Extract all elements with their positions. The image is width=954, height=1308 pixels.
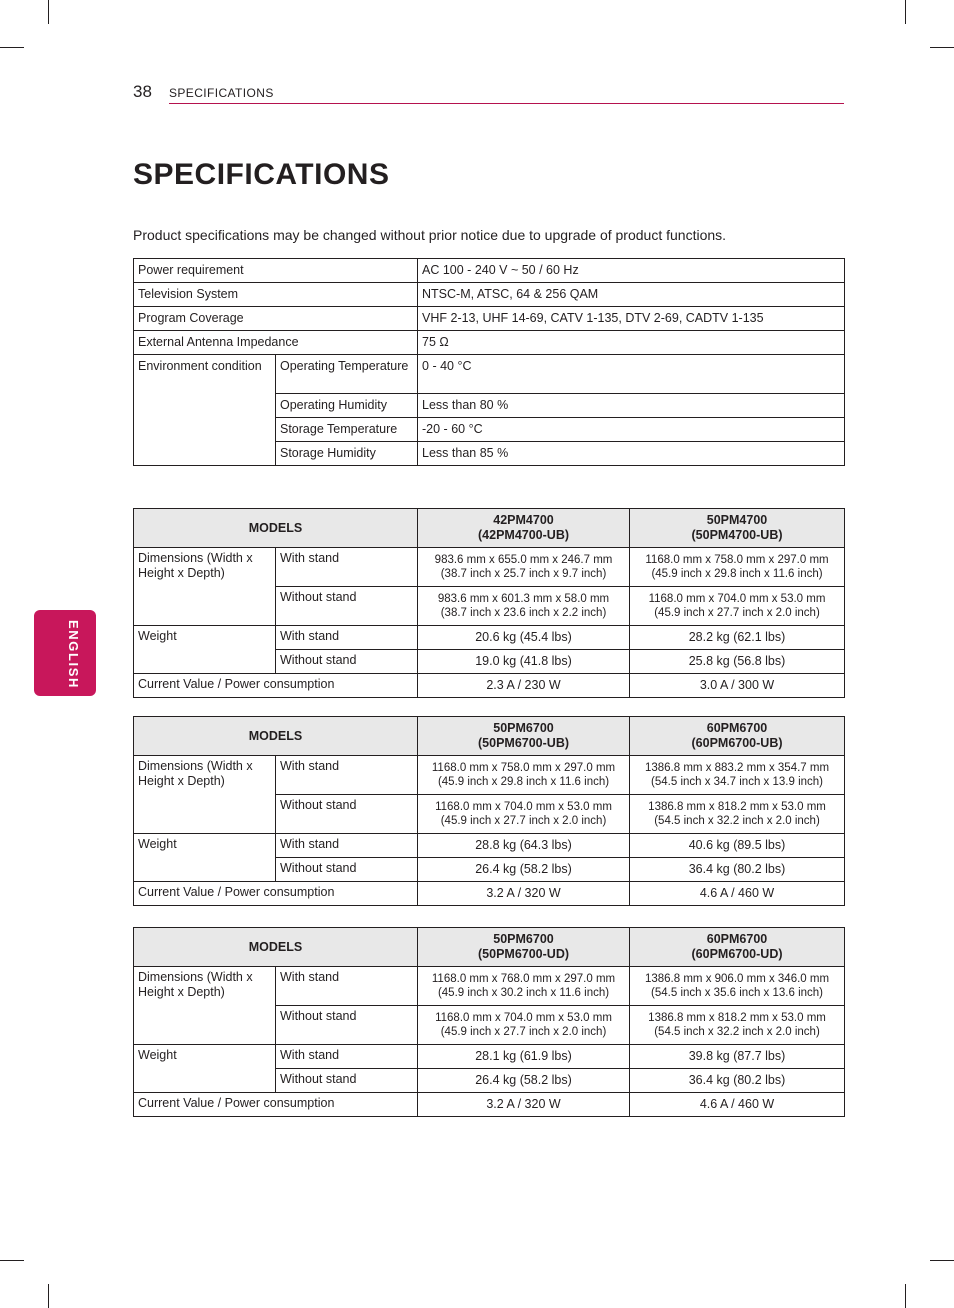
spec-label: Television System (134, 283, 418, 307)
spec-label: Power requirement (134, 259, 418, 283)
crop-mark (905, 1284, 906, 1308)
dimension-mm: 1386.8 mm x 818.2 mm x 53.0 mm (648, 1012, 826, 1024)
model-name: 50PM6700 (493, 721, 554, 735)
dimension-inch: (54.5 inch x 32.2 inch x 2.0 inch) (654, 1026, 820, 1038)
page-title: SPECIFICATIONS (133, 158, 390, 191)
power-label: Current Value / Power consumption (134, 882, 418, 906)
table-row (134, 283, 845, 307)
spec-label: Environment condition (134, 355, 276, 466)
language-tab (34, 610, 96, 696)
crop-mark (48, 1284, 49, 1308)
without-stand-label: Without stand (276, 650, 418, 674)
dimension-inch: (38.7 inch x 23.6 inch x 2.2 inch) (440, 607, 607, 619)
header-rule (169, 103, 844, 104)
spec-value: NTSC-M, ATSC, 64 & 256 QAM (418, 283, 845, 307)
spec-value: 75 Ω (418, 331, 845, 355)
spec-sublabel: Storage Humidity (276, 442, 418, 466)
weight-value: 36.4 kg (80.2 lbs) (630, 858, 845, 882)
dimension-value (418, 756, 630, 795)
dimension-value (630, 587, 845, 626)
without-stand-label: Without stand (276, 858, 418, 882)
dimension-mm: 1386.8 mm x 883.2 mm x 354.7 mm (644, 762, 830, 774)
model-code: (42PM4700-UB) (478, 528, 570, 542)
dimension-value (418, 548, 630, 587)
dimension-mm: 1168.0 mm x 758.0 mm x 297.0 mm (645, 554, 829, 566)
with-stand-label: With stand (276, 834, 418, 858)
weight-value: 19.0 kg (41.8 lbs) (418, 650, 630, 674)
dimension-value (630, 756, 845, 795)
with-stand-label: With stand (276, 1045, 418, 1069)
weight-value: 28.1 kg (61.9 lbs) (418, 1045, 630, 1069)
crop-mark (0, 47, 24, 48)
power-value: 3.2 A / 320 W (418, 1093, 630, 1117)
dimension-inch: (45.9 inch x 27.7 inch x 2.0 inch) (440, 815, 607, 827)
weight-value: 36.4 kg (80.2 lbs) (630, 1069, 845, 1093)
table-row (134, 548, 845, 587)
spec-label: Program Coverage (134, 307, 418, 331)
dimensions-label: Dimensions (Width x Height x Depth) (134, 756, 276, 834)
model-code: (50PM6700-UB) (478, 736, 570, 750)
table-row (134, 355, 845, 394)
table-row (134, 331, 845, 355)
spec-sublabel: Operating Temperature (276, 355, 418, 394)
table-header-row (134, 509, 845, 548)
crop-mark (48, 0, 49, 24)
power-value: 4.6 A / 460 W (630, 1093, 845, 1117)
model-name: 50PM6700 (493, 932, 554, 946)
model-spec-table (133, 927, 845, 1117)
models-header: MODELS (134, 928, 418, 967)
crop-mark (905, 0, 906, 24)
spec-value: 0 - 40 °C (418, 355, 845, 394)
weight-label: Weight (134, 1045, 276, 1093)
model-spec-table (133, 716, 845, 906)
dimension-mm: 1168.0 mm x 758.0 mm x 297.0 mm (431, 762, 616, 774)
dimension-value (418, 1006, 630, 1045)
dimension-mm: 1386.8 mm x 818.2 mm x 53.0 mm (648, 801, 826, 813)
dimension-mm: 1168.0 mm x 704.0 mm x 53.0 mm (435, 1012, 612, 1024)
dimensions-label: Dimensions (Width x Height x Depth) (134, 548, 276, 626)
model-name: 60PM6700 (706, 932, 768, 946)
dimension-inch: (45.9 inch x 30.2 inch x 11.6 inch) (437, 987, 610, 999)
dimension-inch: (45.9 inch x 27.7 inch x 2.0 inch) (654, 607, 820, 619)
spec-value: -20 - 60 °C (418, 418, 845, 442)
weight-value: 39.8 kg (87.7 lbs) (630, 1045, 845, 1069)
table-row (134, 259, 845, 283)
crop-mark (0, 1260, 24, 1261)
table-row (134, 626, 845, 650)
without-stand-label: Without stand (276, 1069, 418, 1093)
model-code: (60PM6700-UB) (691, 736, 783, 750)
table-row (134, 834, 845, 858)
crop-mark (930, 1260, 954, 1261)
table-row (134, 967, 845, 1006)
weight-value: 26.4 kg (58.2 lbs) (418, 858, 630, 882)
dimension-inch: (54.5 inch x 32.2 inch x 2.0 inch) (654, 815, 820, 827)
dimension-mm: 1386.8 mm x 906.0 mm x 346.0 mm (644, 973, 830, 985)
model-header (630, 928, 845, 967)
crop-mark (930, 47, 954, 48)
spec-value: VHF 2-13, UHF 14-69, CATV 1-135, DTV 2-69, CADTV 1-135 (418, 307, 845, 331)
power-value: 2.3 A / 230 W (418, 674, 630, 698)
dimension-inch: (45.9 inch x 29.8 inch x 11.6 inch) (437, 776, 610, 788)
spec-label: External Antenna Impedance (134, 331, 418, 355)
dimension-inch: (45.9 inch x 29.8 inch x 11.6 inch) (651, 568, 823, 580)
model-header (418, 509, 630, 548)
table-row (134, 882, 845, 906)
dimension-mm: 1168.0 mm x 768.0 mm x 297.0 mm (431, 973, 616, 985)
power-value: 4.6 A / 460 W (630, 882, 845, 906)
dimension-mm: 1168.0 mm x 704.0 mm x 53.0 mm (648, 593, 826, 605)
dimension-value (418, 587, 630, 626)
dimensions-label: Dimensions (Width x Height x Depth) (134, 967, 276, 1045)
table-header-row (134, 717, 845, 756)
model-code: (60PM6700-UD) (691, 947, 783, 961)
model-name: 50PM4700 (706, 513, 768, 527)
models-header: MODELS (134, 717, 418, 756)
spec-notice: Product specifications may be changed without prior notice due to upgrade of product functions. (133, 227, 727, 243)
table-row (134, 307, 845, 331)
with-stand-label: With stand (276, 548, 418, 587)
dimension-value (418, 967, 630, 1006)
page-number: 38 (133, 82, 152, 101)
dimension-inch: (54.5 inch x 34.7 inch x 13.9 inch) (651, 776, 823, 788)
model-code: (50PM4700-UB) (691, 528, 783, 542)
dimension-value (630, 548, 845, 587)
weight-value: 20.6 kg (45.4 lbs) (418, 626, 630, 650)
model-name: 42PM4700 (493, 513, 554, 527)
weight-value: 26.4 kg (58.2 lbs) (418, 1069, 630, 1093)
dimension-inch: (54.5 inch x 35.6 inch x 13.6 inch) (651, 987, 823, 999)
power-value: 3.2 A / 320 W (418, 882, 630, 906)
language-tab-label: ENGLISH (66, 620, 81, 689)
model-header (630, 717, 845, 756)
spec-value: AC 100 - 240 V ~ 50 / 60 Hz (418, 259, 845, 283)
spec-sublabel: Operating Humidity (276, 394, 418, 418)
without-stand-label: Without stand (276, 795, 418, 834)
weight-value: 40.6 kg (89.5 lbs) (630, 834, 845, 858)
model-header (630, 509, 845, 548)
dimension-mm: 983.6 mm x 655.0 mm x 246.7 mm (434, 554, 613, 566)
weight-value: 28.8 kg (64.3 lbs) (418, 834, 630, 858)
model-header (418, 928, 630, 967)
with-stand-label: With stand (276, 756, 418, 795)
model-code: (50PM6700-UD) (478, 947, 570, 961)
without-stand-label: Without stand (276, 587, 418, 626)
spec-value: Less than 85 % (418, 442, 845, 466)
weight-label: Weight (134, 626, 276, 674)
table-header-row (134, 928, 845, 967)
general-spec-table (133, 258, 845, 466)
table-row (134, 674, 845, 698)
spec-sublabel: Storage Temperature (276, 418, 418, 442)
models-header: MODELS (134, 509, 418, 548)
dimension-value (418, 795, 630, 834)
dimension-value (630, 795, 845, 834)
dimension-mm: 983.6 mm x 601.3 mm x 58.0 mm (437, 593, 610, 605)
model-name: 60PM6700 (706, 721, 768, 735)
power-value: 3.0 A / 300 W (630, 674, 845, 698)
without-stand-label: Without stand (276, 1006, 418, 1045)
model-header (418, 717, 630, 756)
spec-value: Less than 80 % (418, 394, 845, 418)
with-stand-label: With stand (276, 967, 418, 1006)
table-row (134, 756, 845, 795)
dimension-inch: (38.7 inch x 25.7 inch x 9.7 inch) (440, 568, 607, 580)
power-label: Current Value / Power consumption (134, 674, 418, 698)
dimension-value (630, 967, 845, 1006)
dimension-inch: (45.9 inch x 27.7 inch x 2.0 inch) (440, 1026, 607, 1038)
weight-value: 25.8 kg (56.8 lbs) (630, 650, 845, 674)
dimension-value (630, 1006, 845, 1045)
table-row (134, 1045, 845, 1069)
table-row (134, 1093, 845, 1117)
weight-value: 28.2 kg (62.1 lbs) (630, 626, 845, 650)
weight-label: Weight (134, 834, 276, 882)
power-label: Current Value / Power consumption (134, 1093, 418, 1117)
dimension-mm: 1168.0 mm x 704.0 mm x 53.0 mm (435, 801, 612, 813)
model-spec-table (133, 508, 845, 698)
with-stand-label: With stand (276, 626, 418, 650)
running-header: SPECIFICATIONS (169, 86, 274, 100)
